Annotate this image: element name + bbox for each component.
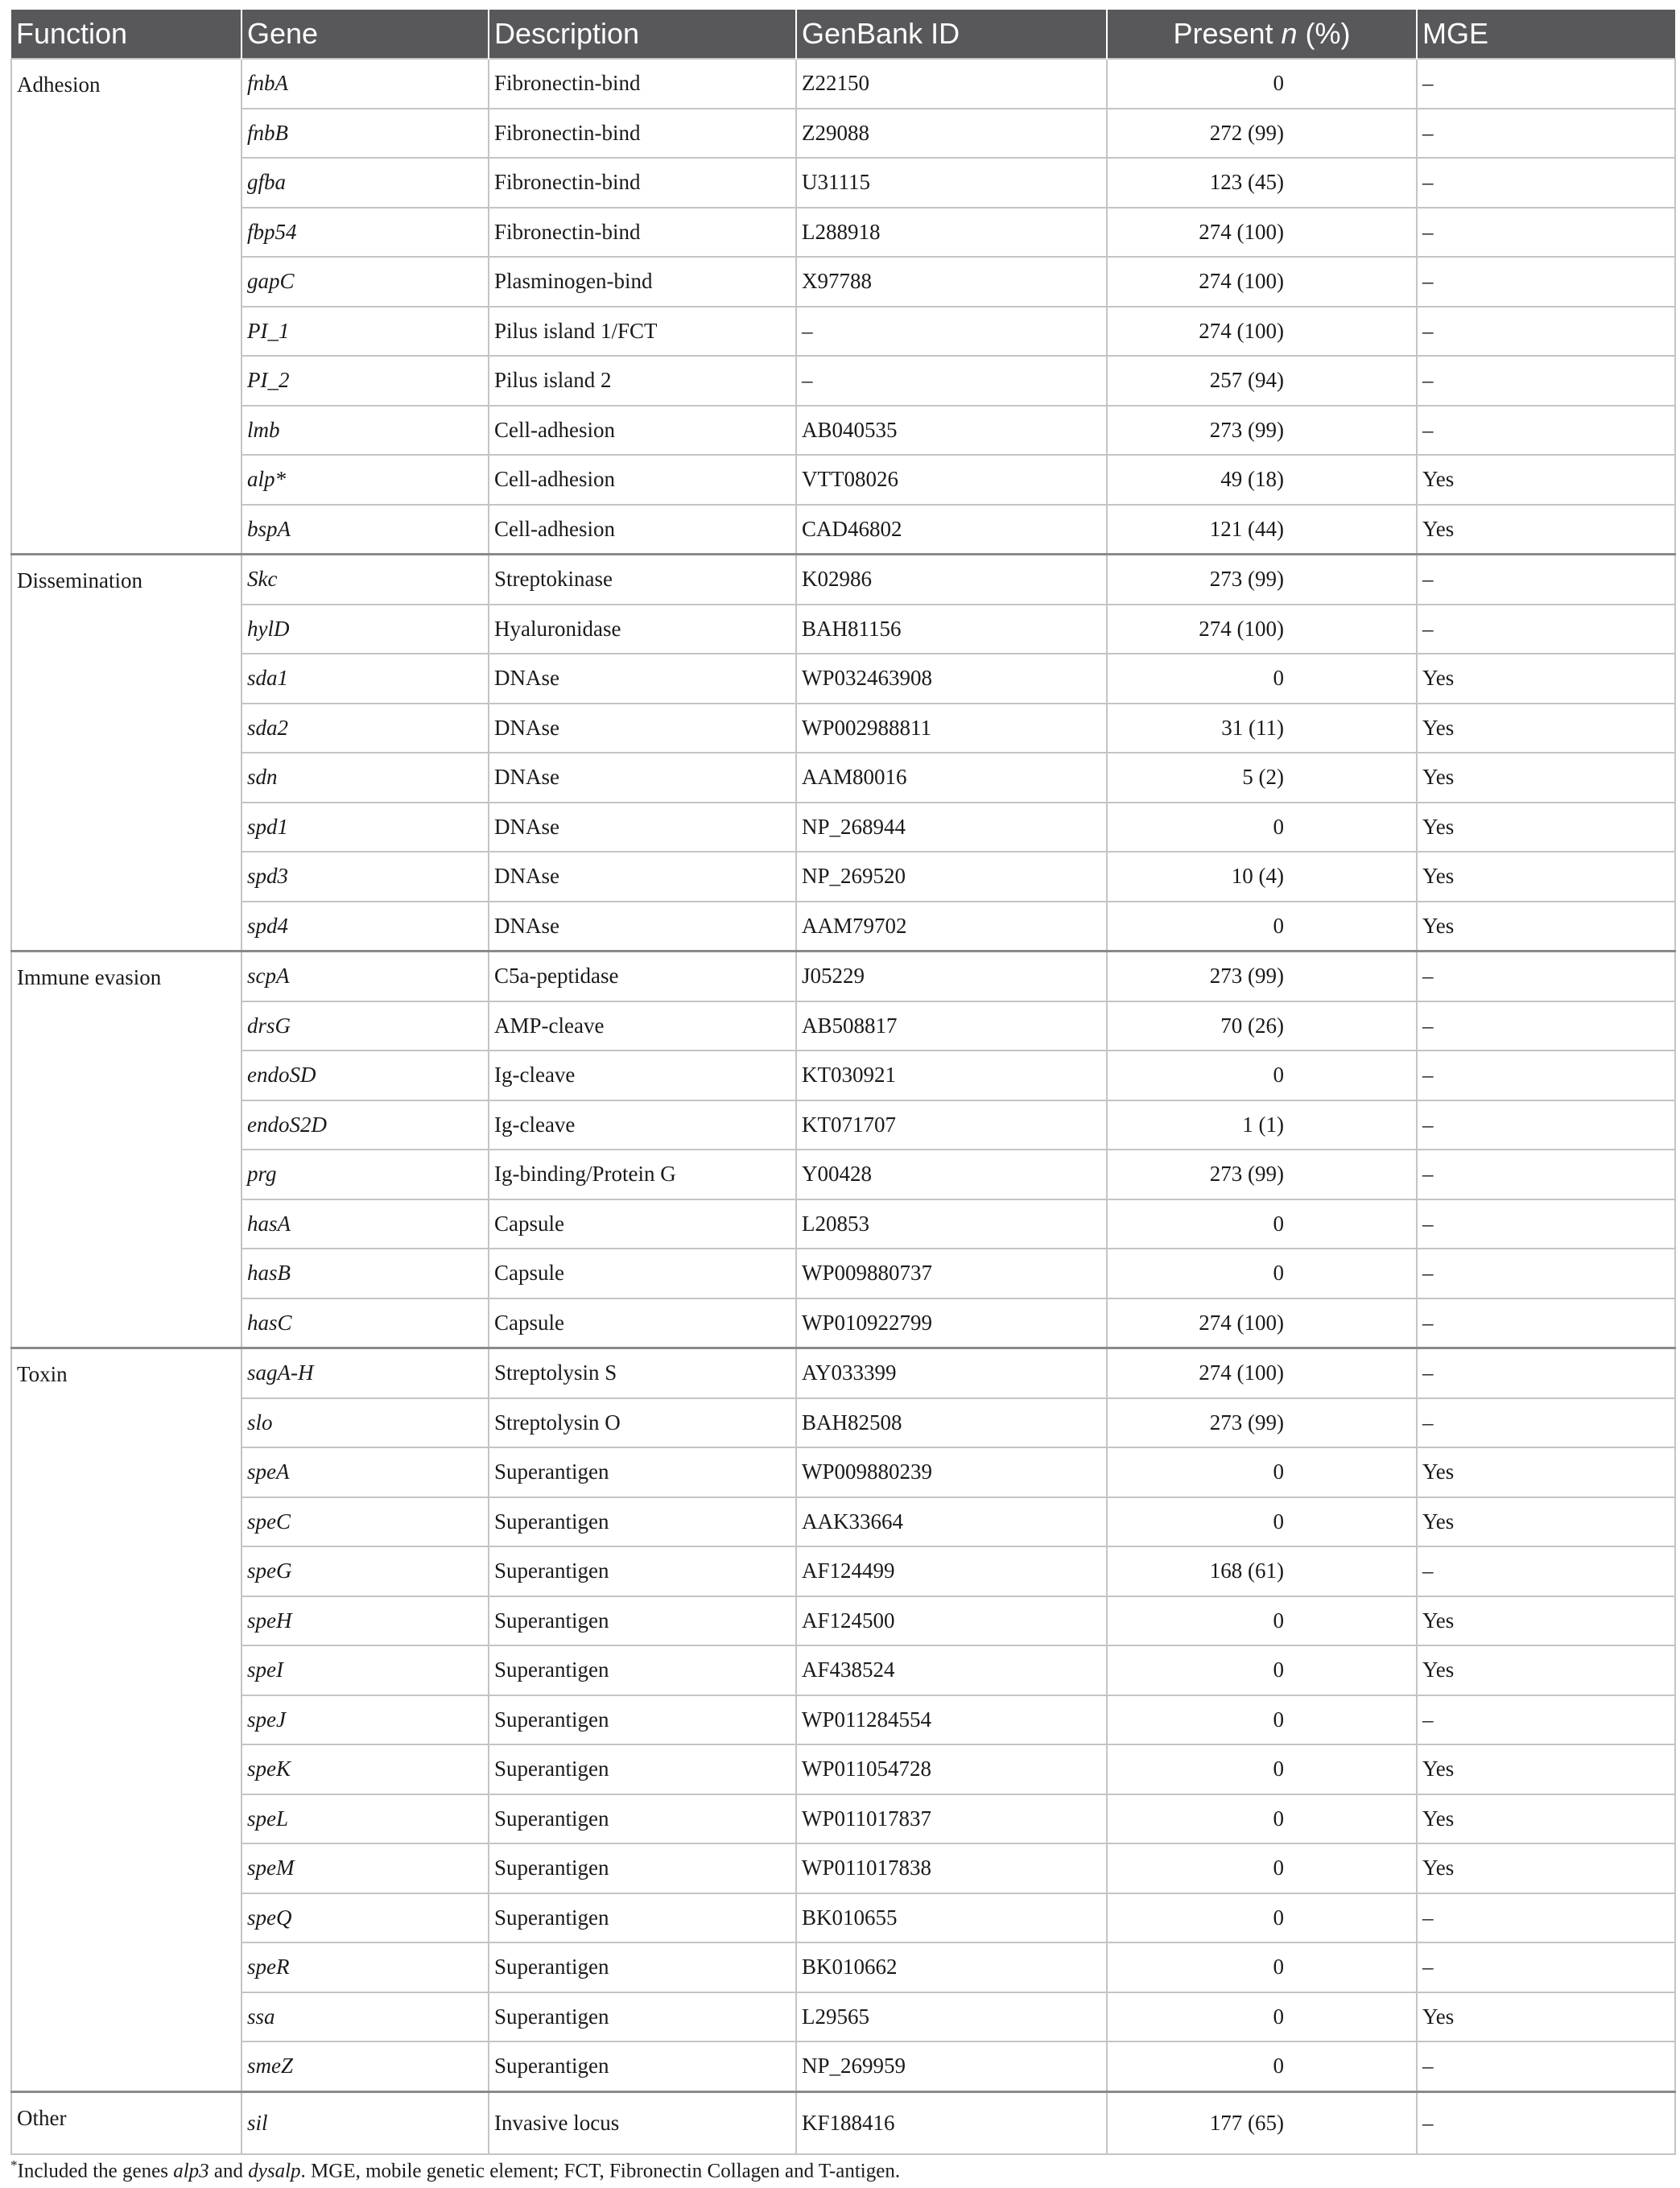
mge-cell: – bbox=[1417, 1398, 1675, 1448]
table-row bbox=[11, 952, 1675, 1001]
function-cell: Other bbox=[11, 2091, 241, 2154]
gene-cell: speQ bbox=[241, 1893, 489, 1943]
description-cell: Superantigen bbox=[489, 1695, 796, 1745]
table-row bbox=[11, 455, 1675, 505]
gene-cell: PI_2 bbox=[241, 356, 489, 406]
present-cell: 0 bbox=[1107, 1497, 1417, 1547]
mge-cell: Yes bbox=[1417, 1992, 1675, 2042]
table-row bbox=[11, 1398, 1675, 1448]
mge-cell: – bbox=[1417, 1298, 1675, 1348]
table-row bbox=[11, 1348, 1675, 1398]
genbank-id-cell: Z22150 bbox=[796, 59, 1107, 109]
table-row bbox=[11, 1645, 1675, 1695]
gene-cell: speJ bbox=[241, 1695, 489, 1745]
description-cell: Superantigen bbox=[489, 1893, 796, 1943]
gene-cell: speR bbox=[241, 1942, 489, 1992]
table-row bbox=[11, 1695, 1675, 1745]
description-cell: Pilus island 1/FCT bbox=[489, 307, 796, 357]
mge-cell: – bbox=[1417, 1150, 1675, 1199]
genbank-id-cell: X97788 bbox=[796, 257, 1107, 307]
genbank-id-cell: AB040535 bbox=[796, 406, 1107, 456]
present-cell: 49 (18) bbox=[1107, 455, 1417, 505]
table-row bbox=[11, 109, 1675, 159]
gene-cell: lmb bbox=[241, 406, 489, 456]
present-cell: 0 bbox=[1107, 902, 1417, 952]
present-cell: 177 (65) bbox=[1107, 2091, 1417, 2154]
mge-cell: – bbox=[1417, 1051, 1675, 1100]
gene-table-container bbox=[10, 10, 1674, 2155]
gene-cell: ssa bbox=[241, 1992, 489, 2042]
description-cell: Superantigen bbox=[489, 1744, 796, 1794]
gene-cell: speH bbox=[241, 1596, 489, 1646]
table-row bbox=[11, 158, 1675, 208]
present-cell: 274 (100) bbox=[1107, 605, 1417, 654]
mge-cell: – bbox=[1417, 952, 1675, 1001]
mge-cell: Yes bbox=[1417, 654, 1675, 704]
header-gene: Gene bbox=[241, 10, 489, 59]
table-row bbox=[11, 852, 1675, 902]
gene-cell: endoS2D bbox=[241, 1100, 489, 1150]
description-cell: Streptolysin O bbox=[489, 1398, 796, 1448]
description-cell: Capsule bbox=[489, 1199, 796, 1249]
header-genbank-id: GenBank ID bbox=[796, 10, 1107, 59]
mge-cell: – bbox=[1417, 1348, 1675, 1398]
mge-cell: – bbox=[1417, 2041, 1675, 2091]
genbank-id-cell: WP002988811 bbox=[796, 704, 1107, 753]
genbank-id-cell: L20853 bbox=[796, 1199, 1107, 1249]
present-cell: 5 (2) bbox=[1107, 753, 1417, 803]
description-cell: DNAse bbox=[489, 704, 796, 753]
description-cell: Superantigen bbox=[489, 1794, 796, 1844]
genbank-id-cell: WP011054728 bbox=[796, 1744, 1107, 1794]
present-cell: 31 (11) bbox=[1107, 704, 1417, 753]
description-cell: Cell-adhesion bbox=[489, 406, 796, 456]
gene-cell: gfba bbox=[241, 158, 489, 208]
gene-cell: hasA bbox=[241, 1199, 489, 1249]
table-row bbox=[11, 1199, 1675, 1249]
genbank-id-cell: AF124500 bbox=[796, 1596, 1107, 1646]
mge-cell: Yes bbox=[1417, 803, 1675, 852]
table-row bbox=[11, 1051, 1675, 1100]
present-cell: 70 (26) bbox=[1107, 1001, 1417, 1051]
mge-cell: – bbox=[1417, 1199, 1675, 1249]
mge-cell: Yes bbox=[1417, 1596, 1675, 1646]
present-cell: 0 bbox=[1107, 1794, 1417, 1844]
genbank-id-cell: WP011284554 bbox=[796, 1695, 1107, 1745]
mge-cell: – bbox=[1417, 59, 1675, 109]
description-cell: Cell-adhesion bbox=[489, 505, 796, 555]
genbank-id-cell: WP009880737 bbox=[796, 1249, 1107, 1298]
gene-cell: speL bbox=[241, 1794, 489, 1844]
description-cell: DNAse bbox=[489, 803, 796, 852]
present-cell: 274 (100) bbox=[1107, 1298, 1417, 1348]
description-cell: Superantigen bbox=[489, 1596, 796, 1646]
description-cell: DNAse bbox=[489, 654, 796, 704]
gene-cell: endoSD bbox=[241, 1051, 489, 1100]
gene-cell: speI bbox=[241, 1645, 489, 1695]
mge-cell: – bbox=[1417, 356, 1675, 406]
present-cell: 1 (1) bbox=[1107, 1100, 1417, 1150]
present-cell: 273 (99) bbox=[1107, 406, 1417, 456]
genbank-id-cell: BAH82508 bbox=[796, 1398, 1107, 1448]
present-cell: 168 (61) bbox=[1107, 1546, 1417, 1596]
present-cell: 273 (99) bbox=[1107, 1398, 1417, 1448]
present-cell: 257 (94) bbox=[1107, 356, 1417, 406]
table-row bbox=[11, 505, 1675, 555]
footnote-marker: * bbox=[10, 2157, 18, 2173]
mge-cell: – bbox=[1417, 406, 1675, 456]
present-cell: 274 (100) bbox=[1107, 307, 1417, 357]
present-cell: 0 bbox=[1107, 1596, 1417, 1646]
mge-cell: – bbox=[1417, 208, 1675, 258]
present-cell: 273 (99) bbox=[1107, 952, 1417, 1001]
present-cell: 0 bbox=[1107, 654, 1417, 704]
present-cell: 272 (99) bbox=[1107, 109, 1417, 159]
gene-cell: fbp54 bbox=[241, 208, 489, 258]
table-row bbox=[11, 1100, 1675, 1150]
description-cell: DNAse bbox=[489, 902, 796, 952]
table-row bbox=[11, 605, 1675, 654]
gene-cell: sdn bbox=[241, 753, 489, 803]
description-cell: Superantigen bbox=[489, 1447, 796, 1497]
gene-cell: gapC bbox=[241, 257, 489, 307]
genbank-id-cell: BAH81156 bbox=[796, 605, 1107, 654]
mge-cell: – bbox=[1417, 1546, 1675, 1596]
table-row bbox=[11, 1942, 1675, 1992]
table-row bbox=[11, 2041, 1675, 2091]
footnote-text-3: . MGE, mobile genetic element; FCT, Fibronectin Collagen and T-antigen. bbox=[300, 2160, 901, 2182]
mge-cell: – bbox=[1417, 1893, 1675, 1943]
table-row bbox=[11, 208, 1675, 258]
description-cell: Superantigen bbox=[489, 1992, 796, 2042]
gene-cell: alp* bbox=[241, 455, 489, 505]
description-cell: AMP-cleave bbox=[489, 1001, 796, 1051]
present-cell: 10 (4) bbox=[1107, 852, 1417, 902]
description-cell: Superantigen bbox=[489, 2041, 796, 2091]
table-row bbox=[11, 1843, 1675, 1893]
table-row bbox=[11, 1744, 1675, 1794]
genbank-id-cell: BK010662 bbox=[796, 1942, 1107, 1992]
table-row bbox=[11, 555, 1675, 605]
table-row bbox=[11, 654, 1675, 704]
header-present-suffix: (%) bbox=[1297, 17, 1351, 50]
mge-cell: – bbox=[1417, 307, 1675, 357]
gene-cell: prg bbox=[241, 1150, 489, 1199]
table-footnote bbox=[10, 2157, 900, 2182]
description-cell: Fibronectin-bind bbox=[489, 158, 796, 208]
gene-cell: spd3 bbox=[241, 852, 489, 902]
present-cell: 0 bbox=[1107, 1447, 1417, 1497]
genbank-id-cell: AAM79702 bbox=[796, 902, 1107, 952]
mge-cell: – bbox=[1417, 109, 1675, 159]
present-cell: 0 bbox=[1107, 59, 1417, 109]
gene-cell: spd1 bbox=[241, 803, 489, 852]
gene-cell: speM bbox=[241, 1843, 489, 1893]
gene-cell: hasB bbox=[241, 1249, 489, 1298]
mge-cell: Yes bbox=[1417, 704, 1675, 753]
table-row bbox=[11, 1546, 1675, 1596]
genbank-id-cell: WP011017838 bbox=[796, 1843, 1107, 1893]
mge-cell: Yes bbox=[1417, 455, 1675, 505]
mge-cell: – bbox=[1417, 1695, 1675, 1745]
present-cell: 274 (100) bbox=[1107, 208, 1417, 258]
gene-cell: sda2 bbox=[241, 704, 489, 753]
description-cell: DNAse bbox=[489, 852, 796, 902]
mge-cell: – bbox=[1417, 1100, 1675, 1150]
description-cell: Fibronectin-bind bbox=[489, 109, 796, 159]
present-cell: 0 bbox=[1107, 1893, 1417, 1943]
header-description: Description bbox=[489, 10, 796, 59]
gene-cell: scpA bbox=[241, 952, 489, 1001]
description-cell: Capsule bbox=[489, 1298, 796, 1348]
present-cell: 0 bbox=[1107, 1199, 1417, 1249]
present-cell: 0 bbox=[1107, 1992, 1417, 2042]
gene-cell: hylD bbox=[241, 605, 489, 654]
description-cell: Ig-cleave bbox=[489, 1051, 796, 1100]
present-cell: 0 bbox=[1107, 2041, 1417, 2091]
description-cell: Fibronectin-bind bbox=[489, 208, 796, 258]
table-row bbox=[11, 753, 1675, 803]
present-cell: 121 (44) bbox=[1107, 505, 1417, 555]
gene-cell: sil bbox=[241, 2091, 489, 2154]
mge-cell: Yes bbox=[1417, 1794, 1675, 1844]
description-cell: Streptolysin S bbox=[489, 1348, 796, 1398]
footnote-gene-2: dysalp bbox=[248, 2160, 301, 2182]
present-cell: 274 (100) bbox=[1107, 1348, 1417, 1398]
header-present-prefix: Present bbox=[1173, 17, 1282, 50]
description-cell: Superantigen bbox=[489, 1645, 796, 1695]
gene-cell: fnbB bbox=[241, 109, 489, 159]
table-row bbox=[11, 406, 1675, 456]
description-cell: DNAse bbox=[489, 753, 796, 803]
gene-cell: hasC bbox=[241, 1298, 489, 1348]
present-cell: 0 bbox=[1107, 803, 1417, 852]
table-row bbox=[11, 1150, 1675, 1199]
genbank-id-cell: K02986 bbox=[796, 555, 1107, 605]
table-row bbox=[11, 1596, 1675, 1646]
present-cell: 0 bbox=[1107, 1645, 1417, 1695]
mge-cell: – bbox=[1417, 555, 1675, 605]
mge-cell: Yes bbox=[1417, 1744, 1675, 1794]
table-row bbox=[11, 257, 1675, 307]
genbank-id-cell: KF188416 bbox=[796, 2091, 1107, 2154]
genbank-id-cell: Y00428 bbox=[796, 1150, 1107, 1199]
gene-cell: speC bbox=[241, 1497, 489, 1547]
function-cell: Immune evasion bbox=[11, 952, 241, 1348]
table-row bbox=[11, 1497, 1675, 1547]
gene-cell: smeZ bbox=[241, 2041, 489, 2091]
present-cell: 0 bbox=[1107, 1744, 1417, 1794]
mge-cell: Yes bbox=[1417, 1645, 1675, 1695]
present-cell: 0 bbox=[1107, 1942, 1417, 1992]
genbank-id-cell: – bbox=[796, 356, 1107, 406]
present-cell: 0 bbox=[1107, 1051, 1417, 1100]
table-row bbox=[11, 2091, 1675, 2154]
description-cell: Fibronectin-bind bbox=[489, 59, 796, 109]
description-cell: Pilus island 2 bbox=[489, 356, 796, 406]
gene-cell: sagA-H bbox=[241, 1348, 489, 1398]
table-row bbox=[11, 59, 1675, 109]
genbank-id-cell: NP_268944 bbox=[796, 803, 1107, 852]
mge-cell: – bbox=[1417, 1942, 1675, 1992]
description-cell: Ig-cleave bbox=[489, 1100, 796, 1150]
function-cell: Adhesion bbox=[11, 59, 241, 555]
genbank-id-cell: WP009880239 bbox=[796, 1447, 1107, 1497]
genbank-id-cell: U31115 bbox=[796, 158, 1107, 208]
description-cell: Superantigen bbox=[489, 1843, 796, 1893]
gene-cell: slo bbox=[241, 1398, 489, 1448]
footnote-gene-1: alp3 bbox=[173, 2160, 209, 2182]
genbank-id-cell: NP_269959 bbox=[796, 2041, 1107, 2091]
gene-cell: speG bbox=[241, 1546, 489, 1596]
mge-cell: Yes bbox=[1417, 1843, 1675, 1893]
genbank-id-cell: Z29088 bbox=[796, 109, 1107, 159]
function-cell: Dissemination bbox=[11, 555, 241, 952]
present-cell: 0 bbox=[1107, 1249, 1417, 1298]
table-row bbox=[11, 356, 1675, 406]
mge-cell: Yes bbox=[1417, 1497, 1675, 1547]
present-cell: 273 (99) bbox=[1107, 555, 1417, 605]
table-row bbox=[11, 1893, 1675, 1943]
genbank-id-cell: AF438524 bbox=[796, 1645, 1107, 1695]
gene-cell: sda1 bbox=[241, 654, 489, 704]
description-cell: Ig-binding/Protein G bbox=[489, 1150, 796, 1199]
table-row bbox=[11, 1794, 1675, 1844]
genbank-id-cell: AF124499 bbox=[796, 1546, 1107, 1596]
present-cell: 123 (45) bbox=[1107, 158, 1417, 208]
table-header bbox=[11, 10, 1675, 59]
footnote-text-1: Included the genes bbox=[17, 2160, 174, 2182]
description-cell: Invasive locus bbox=[489, 2091, 796, 2154]
gene-cell: speA bbox=[241, 1447, 489, 1497]
description-cell: Cell-adhesion bbox=[489, 455, 796, 505]
gene-cell: spd4 bbox=[241, 902, 489, 952]
description-cell: Capsule bbox=[489, 1249, 796, 1298]
mge-cell: – bbox=[1417, 605, 1675, 654]
genbank-id-cell: AAK33664 bbox=[796, 1497, 1107, 1547]
description-cell: Streptokinase bbox=[489, 555, 796, 605]
genbank-id-cell: AY033399 bbox=[796, 1348, 1107, 1398]
header-present-n: n bbox=[1281, 17, 1298, 50]
virulence-gene-table bbox=[10, 10, 1676, 2155]
table-row bbox=[11, 1992, 1675, 2042]
genbank-id-cell: VTT08026 bbox=[796, 455, 1107, 505]
genbank-id-cell: CAD46802 bbox=[796, 505, 1107, 555]
present-cell: 273 (99) bbox=[1107, 1150, 1417, 1199]
mge-cell: Yes bbox=[1417, 902, 1675, 952]
table-row bbox=[11, 1298, 1675, 1348]
genbank-id-cell: KT030921 bbox=[796, 1051, 1107, 1100]
table-row bbox=[11, 704, 1675, 753]
description-cell: Superantigen bbox=[489, 1942, 796, 1992]
present-cell: 0 bbox=[1107, 1695, 1417, 1745]
mge-cell: Yes bbox=[1417, 753, 1675, 803]
header-mge: MGE bbox=[1417, 10, 1675, 59]
genbank-id-cell: NP_269520 bbox=[796, 852, 1107, 902]
header-row bbox=[11, 10, 1675, 59]
present-cell: 0 bbox=[1107, 1843, 1417, 1893]
table-row bbox=[11, 803, 1675, 852]
genbank-id-cell: WP010922799 bbox=[796, 1298, 1107, 1348]
mge-cell: – bbox=[1417, 257, 1675, 307]
table-row bbox=[11, 1447, 1675, 1497]
mge-cell: – bbox=[1417, 158, 1675, 208]
table-row bbox=[11, 1249, 1675, 1298]
genbank-id-cell: WP011017837 bbox=[796, 1794, 1107, 1844]
mge-cell: – bbox=[1417, 2091, 1675, 2154]
description-cell: C5a-peptidase bbox=[489, 952, 796, 1001]
footnote-text-2: and bbox=[208, 2160, 249, 2182]
mge-cell: – bbox=[1417, 1001, 1675, 1051]
function-cell: Toxin bbox=[11, 1348, 241, 2092]
genbank-id-cell: L29565 bbox=[796, 1992, 1107, 2042]
description-cell: Hyaluronidase bbox=[489, 605, 796, 654]
mge-cell: Yes bbox=[1417, 505, 1675, 555]
mge-cell: Yes bbox=[1417, 1447, 1675, 1497]
gene-cell: fnbA bbox=[241, 59, 489, 109]
table-row bbox=[11, 1001, 1675, 1051]
header-function: Function bbox=[11, 10, 241, 59]
genbank-id-cell: L288918 bbox=[796, 208, 1107, 258]
genbank-id-cell: J05229 bbox=[796, 952, 1107, 1001]
gene-cell: speK bbox=[241, 1744, 489, 1794]
genbank-id-cell: WP032463908 bbox=[796, 654, 1107, 704]
mge-cell: – bbox=[1417, 1249, 1675, 1298]
table-body bbox=[11, 59, 1675, 2154]
genbank-id-cell: BK010655 bbox=[796, 1893, 1107, 1943]
description-cell: Superantigen bbox=[489, 1546, 796, 1596]
header-present bbox=[1107, 10, 1417, 59]
description-cell: Plasminogen-bind bbox=[489, 257, 796, 307]
gene-cell: PI_1 bbox=[241, 307, 489, 357]
gene-cell: bspA bbox=[241, 505, 489, 555]
table-row bbox=[11, 307, 1675, 357]
mge-cell: Yes bbox=[1417, 852, 1675, 902]
gene-cell: drsG bbox=[241, 1001, 489, 1051]
description-cell: Superantigen bbox=[489, 1497, 796, 1547]
present-cell: 274 (100) bbox=[1107, 257, 1417, 307]
gene-cell: Skc bbox=[241, 555, 489, 605]
genbank-id-cell: – bbox=[796, 307, 1107, 357]
genbank-id-cell: AB508817 bbox=[796, 1001, 1107, 1051]
table-row bbox=[11, 902, 1675, 952]
genbank-id-cell: KT071707 bbox=[796, 1100, 1107, 1150]
genbank-id-cell: AAM80016 bbox=[796, 753, 1107, 803]
